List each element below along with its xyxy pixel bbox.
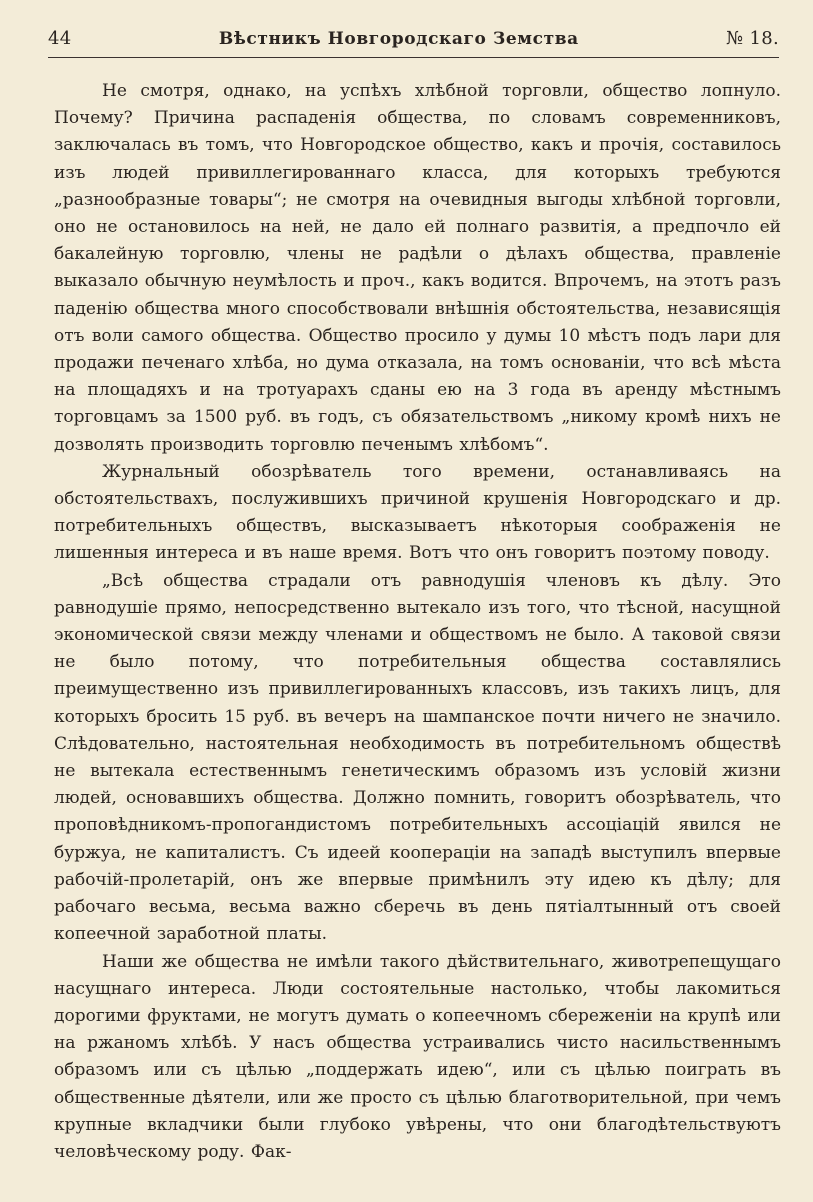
journal-title: Вѣстникъ Новгородскаго Земства bbox=[218, 29, 579, 49]
paragraph-1: Не смотря, однако, на успѣхъ хлѣбной торговли, общество лопнуло. Почему? Причина распаденія общества, по словамъ современниковъ, заключалась въ томъ, что Новгородское общество, какъ и прочія, составилось изъ людей привиллегированнаго класса, для которыхъ требуются „разнообразные товары“; не смотря на очевидныя выгоды хлѣбной торговли, оно не остановилось на ней, не дало ей полнаго развитія, а предпочло ей бакалейную торговлю, члены не радѣли о дѣлахъ общества, правленіе выказало обычную неумѣлость и проч., какъ водится. Впрочемъ, на этотъ разъ паденію общества много способствовали внѣшнія обстоятельства, независящія отъ воли самого общества. Общество просило у думы 10 мѣстъ подъ лари для продажи печенаго хлѣба, но дума отказала, на томъ основаніи, что всѣ мѣста на площадяхъ и на тротуарахъ сданы ею на 3 года въ аренду мѣстнымъ торговцамъ за 1500 руб. въ годъ, съ обязательствомъ „никому кромѣ нихъ не дозволять производить торговлю печенымъ хлѣбомъ“. bbox=[54, 81, 781, 455]
paragraph-2: Журнальный обозрѣватель того времени, останавливаясь на обстоятельствахъ, послужившихъ причиной крушенія Новгородскаго и др. потребительныхъ обществъ, высказываетъ нѣкоторыя соображенія не лишенныя интереса и въ наше время. Вотъ что онъ говоритъ поэтому поводу. bbox=[54, 461, 781, 564]
paragraph-4: Наши же общества не имѣли такого дѣйствительнаго, животрепещущаго насущнаго интереса. Люди состоятельные настолько, чтобы лакомиться дорогими фруктами, не могутъ думать о копеечномъ сбереженіи на крупѣ или на ржаномъ хлѣбѣ. У насъ общества устраивались чисто насильственнымъ образомъ или съ цѣлью „поддержать идею“, или съ цѣлью поиграть въ общественные дѣятели, или же просто съ цѣлью благотворительной, при чемъ крупные вкладчики были глубоко увѣрены, что они благодѣтельствуютъ человѣческому роду. Фак- bbox=[54, 951, 781, 1162]
header-rule bbox=[48, 57, 779, 58]
running-header bbox=[48, 28, 779, 56]
page-number: 44 bbox=[48, 28, 72, 49]
paragraph-3: „Всѣ общества страдали отъ равнодушія членовъ къ дѣлу. Это равнодушіе прямо, непосредственно вытекало изъ того, что тѣсной, насущной экономической связи между членами и обществомъ не было. А таковой связи не было потому, что потребительныя общества составлялись преимущественно изъ привиллегированныхъ классовъ, изъ такихъ лицъ, для которыхъ бросить 15 руб. въ вечеръ на шампанское почти ничего не значило. Слѣдовательно, настоятельная необходимость въ потребительномъ обществѣ не вытекала естественнымъ генетическимъ образомъ изъ условій жизни людей, основавшихъ общества. Должно помнить, говоритъ обозрѣватель, что проповѣдникомъ-пропогандистомъ потребительныхъ ассоціацій явился не буржуа, не капиталистъ. Съ идеей коопераціи на западѣ выступилъ впервые рабочій-пролетарій, онъ же впервые примѣнилъ эту идею къ дѣлу; для рабочаго весьма, весьма важно сберечь въ день пятіалтынный отъ своей копеечной заработной платы. bbox=[54, 570, 781, 945]
article-body bbox=[54, 78, 781, 1166]
issue-number: № 18. bbox=[726, 28, 779, 49]
